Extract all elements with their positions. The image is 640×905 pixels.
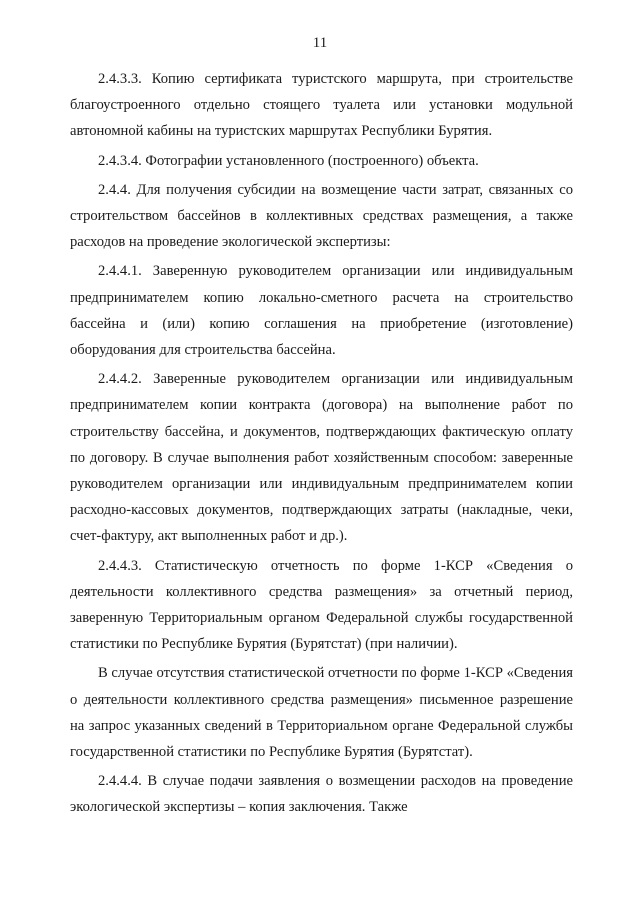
page-number: 11 xyxy=(312,35,328,51)
paragraph-2-4-4: 2.4.4. Для получения субсидии на возмещение части затрат, связанных со строительством бассейнов в коллективных средствах размещения, а также расходов на проведение экологической экспертизы: xyxy=(70,181,573,251)
paragraph-no-report: В случае отсутствия статистической отчетности по форме 1-КСР «Сведения о деятельности коллективного средства размещения» письменное разрешение на запрос указанных сведений в Территориальном органе Федеральной службы государственной статистики по Республике Бурятия (Бурятстат). xyxy=(70,665,573,761)
paragraph-2-4-4-3: 2.4.4.3. Статистическую отчетность по форме 1-КСР «Сведения о деятельности коллективного средства размещения» за отчетный период, заверенную Территориальным органом Федеральной службы государственной статистики по Республике Бурятия (Бурятстат) (при наличии). xyxy=(70,557,573,653)
document-body xyxy=(70,66,573,821)
paragraph-2-4-4-1: 2.4.4.1. Заверенную руководителем организации или индивидуальным предпринимателем копию локально-сметного расчета на строительство бассейна и (или) копию соглашения на приобретение (изготовление) оборудования для строительства бассейна. xyxy=(70,263,573,359)
paragraph-2-4-3-3: 2.4.3.3. Копию сертификата туристского маршрута, при строительстве благоустроенного отдельно стоящего туалета или установки модульной автономной кабины на туристских маршрутах Республики Бурятия. xyxy=(70,71,573,140)
paragraph-2-4-3-4: 2.4.3.4. Фотографии установленного (построенного) объекта. xyxy=(98,152,479,169)
paragraph-2-4-4-2: 2.4.4.2. Заверенные руководителем организации или индивидуальным предпринимателем копии контракта (договора) на выполнение работ по строительству бассейна, и документов, подтверждающих фактическую оплату по договору. В случае выполнения работ хозяйственным способом: заверенные руководителем организации или индивидуальным предпринимателем копии расходно-кассовых документов, подтверждающих затраты (накладные, чеки, счет-фактуру, акт выполненных работ и др.). xyxy=(70,371,573,545)
paragraph-2-4-4-4: 2.4.4.4. В случае подачи заявления о возмещении расходов на проведение экологической экспертизы – копия заключения. Также xyxy=(70,773,573,816)
